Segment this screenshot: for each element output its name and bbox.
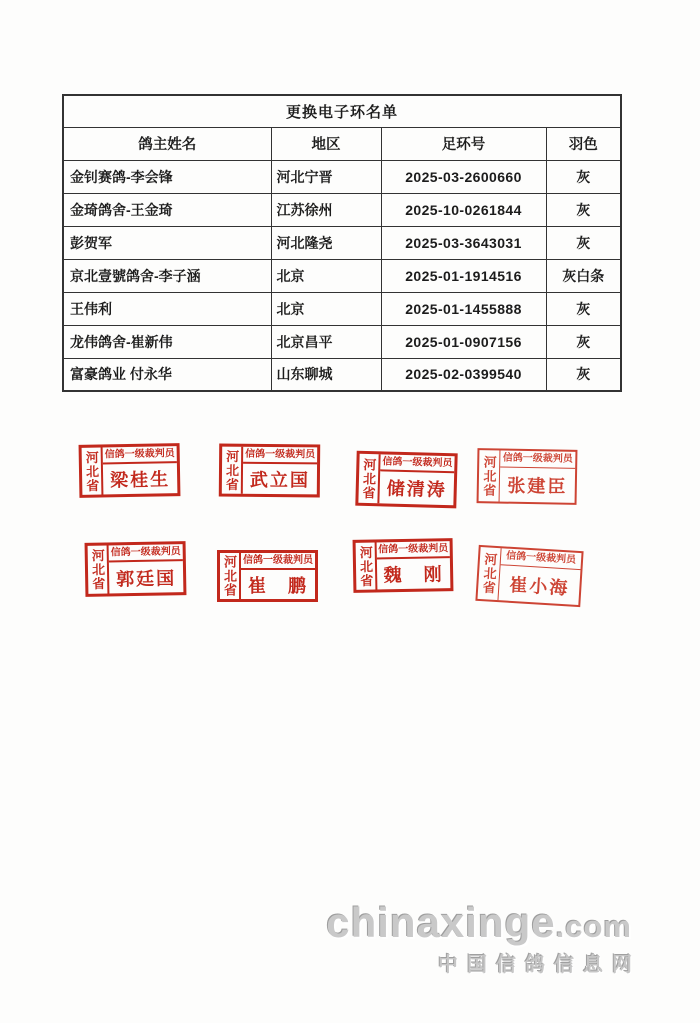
cell-ring-number: 2025-01-1455888 bbox=[381, 292, 546, 325]
cell-owner: 金钊赛鸽-李会锋 bbox=[63, 160, 271, 193]
cell-owner: 金琦鸽舍-王金琦 bbox=[63, 193, 271, 226]
stamp-judge-name: 武立国 bbox=[249, 469, 311, 491]
stamp-province-label: 河北省 bbox=[220, 553, 241, 599]
cell-owner: 王伟利 bbox=[63, 292, 271, 325]
cell-feather-color: 灰 bbox=[546, 226, 621, 259]
stamp-province-label: 河北省 bbox=[82, 447, 104, 494]
cell-ring-number: 2025-02-0399540 bbox=[381, 358, 546, 391]
cell-feather-color: 灰白条 bbox=[546, 259, 621, 292]
stamp-province-label: 河北省 bbox=[356, 542, 378, 589]
cell-region: 江苏徐州 bbox=[271, 193, 381, 226]
cell-region: 北京 bbox=[271, 292, 381, 325]
cell-owner: 京北壹號鸽舍-李子涵 bbox=[63, 259, 271, 292]
judge-stamp bbox=[477, 448, 578, 505]
stamp-judge-name: 储清涛 bbox=[386, 478, 447, 501]
stamp-judge-name: 梁桂生 bbox=[109, 469, 171, 491]
cell-ring-number: 2025-03-2600660 bbox=[381, 160, 546, 193]
stamp-judge-name: 崔 鹏 bbox=[248, 575, 308, 596]
cell-feather-color: 灰 bbox=[546, 160, 621, 193]
judge-stamp bbox=[353, 538, 454, 593]
stamp-judge-name: 崔小海 bbox=[508, 574, 570, 598]
table-row bbox=[63, 226, 621, 259]
cell-feather-color: 灰 bbox=[546, 193, 621, 226]
table-row bbox=[63, 358, 621, 391]
table-header-row bbox=[63, 127, 621, 160]
stamp-province-label: 河北省 bbox=[88, 545, 110, 593]
stamp-judge-name: 魏 刚 bbox=[383, 564, 444, 586]
cell-feather-color: 灰 bbox=[546, 358, 621, 391]
cell-ring-number: 2025-01-1914516 bbox=[381, 259, 546, 292]
watermark-domain: chinaxinge bbox=[326, 899, 556, 946]
col-header-feather: 羽色 bbox=[546, 127, 621, 160]
table-row bbox=[63, 292, 621, 325]
watermark-logo bbox=[326, 901, 632, 945]
judge-stamp bbox=[219, 444, 320, 498]
stamp-judge-name: 郭廷国 bbox=[115, 567, 177, 589]
stamp-province-label: 河北省 bbox=[358, 454, 380, 504]
col-header-owner: 鸽主姓名 bbox=[63, 127, 271, 160]
watermark bbox=[326, 899, 641, 977]
col-header-ring: 足环号 bbox=[381, 127, 546, 160]
col-header-region: 地区 bbox=[271, 127, 381, 160]
stamp-role-label: 信鸽一级裁判员 bbox=[500, 451, 575, 469]
judge-stamp bbox=[475, 545, 583, 607]
table-row bbox=[63, 160, 621, 193]
cell-owner: 彭贺军 bbox=[63, 226, 271, 259]
table-title: 更换电子环名单 bbox=[63, 95, 621, 127]
cell-feather-color: 灰 bbox=[546, 325, 621, 358]
stamp-role-label: 信鸽一级裁判员 bbox=[380, 454, 454, 473]
stamp-role-label: 信鸽一级裁判员 bbox=[501, 548, 582, 570]
cell-ring-number: 2025-03-3643031 bbox=[381, 226, 546, 259]
cell-region: 北京昌平 bbox=[271, 325, 381, 358]
stamp-province-label: 河北省 bbox=[479, 450, 501, 501]
stamp-role-label: 信鸽一级裁判员 bbox=[109, 544, 183, 562]
table-row bbox=[63, 193, 621, 226]
cell-ring-number: 2025-10-0261844 bbox=[381, 193, 546, 226]
table-title-row bbox=[63, 95, 621, 127]
stamp-province-label: 河北省 bbox=[478, 547, 502, 600]
cell-owner: 龙伟鸽舍-崔新伟 bbox=[63, 325, 271, 358]
table-row bbox=[63, 259, 621, 292]
cell-feather-color: 灰 bbox=[546, 292, 621, 325]
watermark-tld: .com bbox=[555, 909, 632, 944]
cell-region: 北京 bbox=[271, 259, 381, 292]
watermark-site-name: 中国信鸽信息网 bbox=[438, 954, 641, 977]
cell-region: 河北宁晋 bbox=[271, 160, 381, 193]
stamp-role-label: 信鸽一级裁判员 bbox=[377, 541, 450, 559]
stamp-role-label: 信鸽一级裁判员 bbox=[103, 446, 177, 464]
cell-owner: 富豪鸽业 付永华 bbox=[63, 358, 271, 391]
judge-stamp bbox=[217, 550, 318, 602]
judge-stamp bbox=[79, 443, 181, 498]
stamp-role-label: 信鸽一级裁判员 bbox=[243, 447, 317, 465]
stamp-role-label: 信鸽一级裁判员 bbox=[241, 553, 315, 570]
ring-replacement-table bbox=[62, 94, 622, 392]
stamp-judge-name: 张建臣 bbox=[507, 475, 568, 497]
judge-stamp bbox=[355, 451, 457, 509]
cell-region: 河北隆尧 bbox=[271, 226, 381, 259]
cell-region: 山东聊城 bbox=[271, 358, 381, 391]
judge-stamp bbox=[85, 541, 187, 597]
cell-ring-number: 2025-01-0907156 bbox=[381, 325, 546, 358]
stamp-province-label: 河北省 bbox=[222, 447, 243, 494]
table-row bbox=[63, 325, 621, 358]
